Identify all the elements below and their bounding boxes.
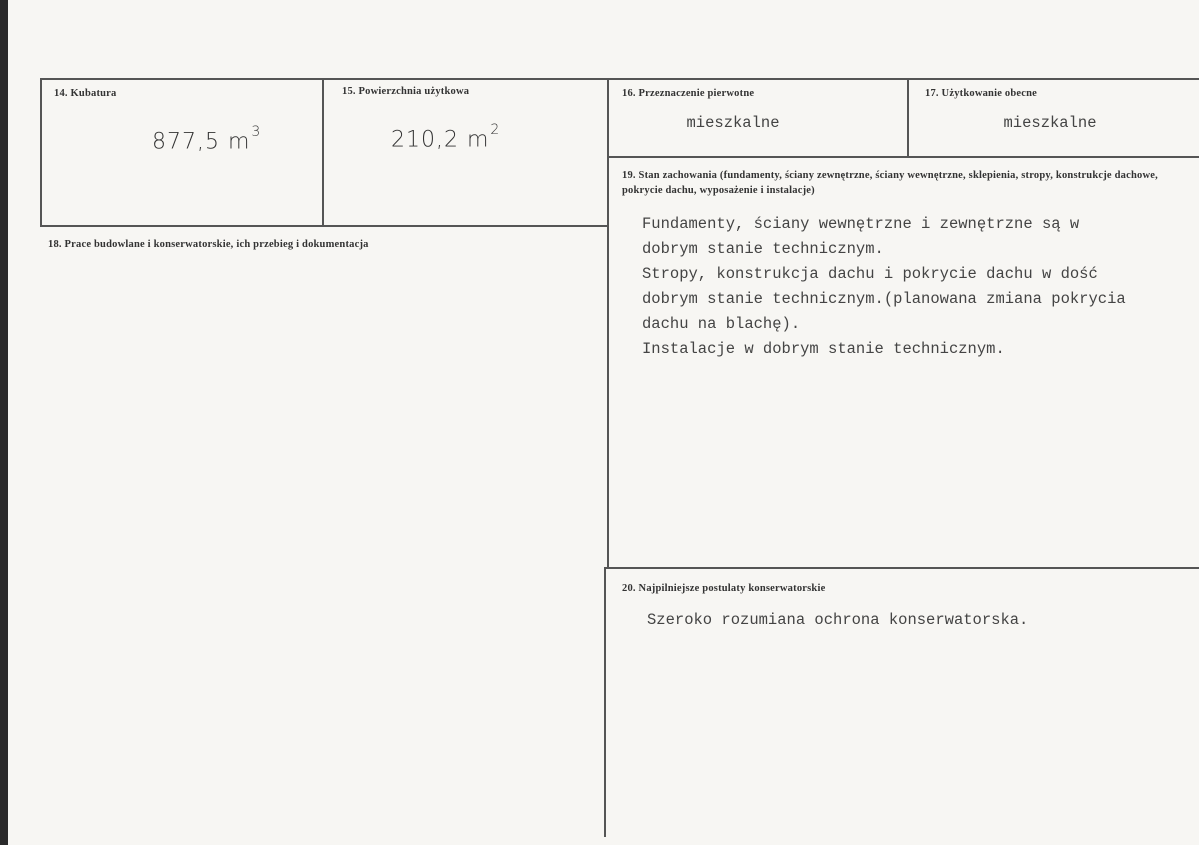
stan-line: Instalacje w dobrym stanie technicznym. — [642, 340, 1005, 358]
rule-top — [40, 78, 1199, 80]
przeznaczenie-label: 16. Przeznaczenie pierwotne — [622, 88, 755, 99]
prace-label: 18. Prace budowlane i konserwatorskie, ich przebieg i dokumentacja — [48, 239, 369, 250]
rule-left — [40, 78, 42, 226]
rule-v2-lower — [604, 567, 606, 837]
rule-v2 — [607, 78, 609, 568]
stan-line: Stropy, konstrukcja dachu i pokrycie dachu w dość — [642, 265, 1098, 283]
rule-v1 — [322, 78, 324, 226]
kubatura-value — [152, 124, 262, 155]
stan-text — [642, 212, 1126, 362]
rule-right-2 — [606, 567, 1199, 569]
postulaty-label: 20. Najpilniejsze postulaty konserwatorskie — [622, 583, 826, 594]
uzytkowanie-value: mieszkalne — [1003, 114, 1097, 132]
kubatura-label: 14. Kubatura — [54, 88, 117, 99]
rule-right-1 — [608, 156, 1199, 158]
powierzchnia-exponent: 2 — [490, 122, 501, 138]
stan-line: dobrym stanie technicznym.(planowana zmiana pokrycia — [642, 290, 1126, 308]
uzytkowanie-label: 17. Użytkowanie obecne — [925, 88, 1038, 99]
form-sheet — [8, 0, 1199, 845]
rule-row2 — [40, 225, 608, 227]
powierzchnia-value — [391, 122, 501, 153]
kubatura-exponent: 3 — [251, 124, 262, 140]
przeznaczenie-value: mieszkalne — [686, 114, 780, 132]
stan-line: dobrym stanie technicznym. — [642, 240, 884, 258]
stan-line: dachu na blachę). — [642, 315, 801, 333]
powierzchnia-label: 15. Powierzchnia użytkowa — [342, 86, 470, 97]
powierzchnia-number: 210,2 m — [391, 127, 490, 153]
stan-label: 19. Stan zachowania (fundamenty, ściany zewnętrzne, ściany wewnętrzne, sklepienia, stropy, konstrukcje dachowe, pokrycie dachu, wyposażenie i instalacje) — [622, 170, 1158, 196]
stan-line: Fundamenty, ściany wewnętrzne i zewnętrzne są w — [642, 215, 1080, 233]
kubatura-number: 877,5 m — [152, 129, 251, 155]
postulaty-value: Szeroko rozumiana ochrona konserwatorska. — [647, 611, 1029, 629]
